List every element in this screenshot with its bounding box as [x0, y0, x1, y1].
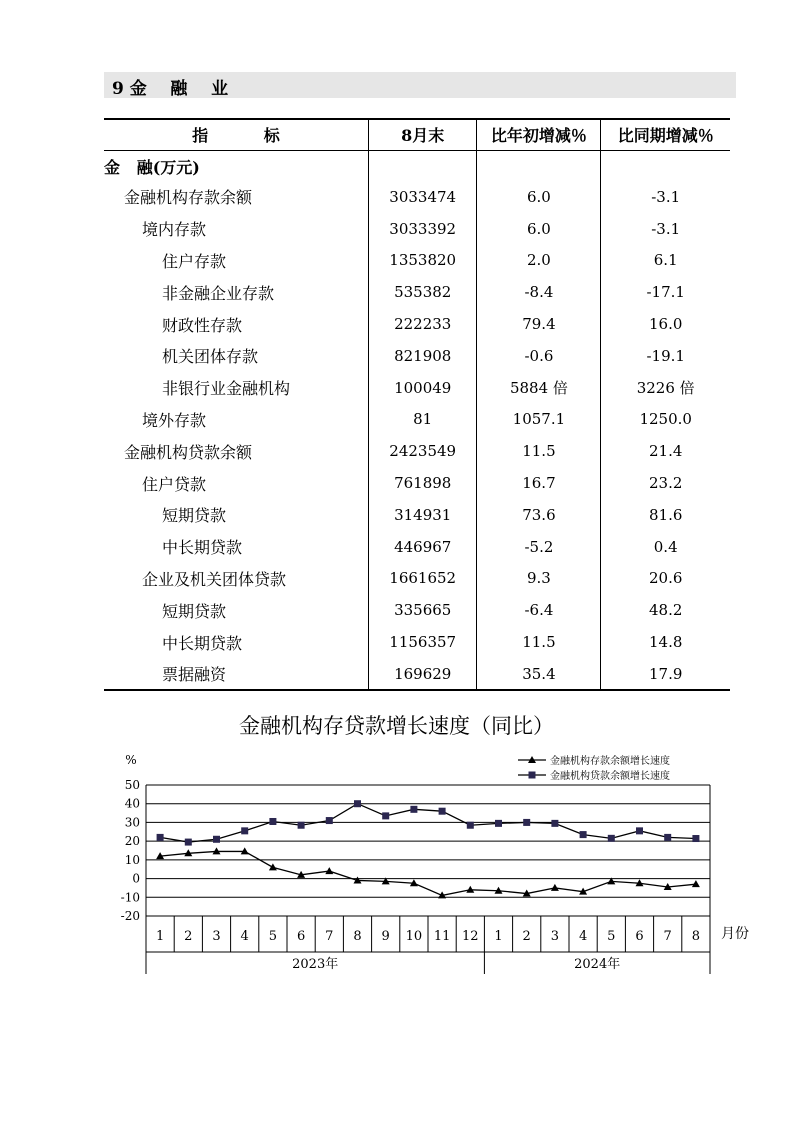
row-august-end-value: 100049: [368, 372, 477, 404]
row-vs-same-period-value: 17.9: [601, 658, 730, 690]
row-vs-year-start-value: 9.3: [477, 563, 601, 595]
y-tick-label: 10: [124, 852, 140, 867]
row-august-end-value: 1156357: [368, 626, 477, 658]
table-bottom-rule: [104, 689, 730, 691]
loan-point: [326, 817, 333, 824]
row-vs-same-period-value: 81.6: [601, 499, 730, 531]
year-label: 2024年: [574, 957, 621, 972]
table-row: [104, 308, 730, 340]
row-august-end-value: 314931: [368, 499, 477, 531]
header-indicator: 指 标: [104, 118, 368, 151]
row-august-end-value: 3033474: [368, 181, 477, 213]
row-label: 金融机构存款余额: [124, 188, 253, 208]
table-row: [104, 626, 730, 658]
loan-point: [241, 827, 248, 834]
y-tick-label: 30: [124, 815, 140, 830]
row-vs-same-period-value: 14.8: [601, 626, 730, 658]
x-tick-label: 9: [381, 929, 390, 944]
row-vs-year-start-value: -6.4: [477, 594, 601, 626]
loan-point: [467, 822, 474, 829]
header-vs-year-start: 比年初增减％: [477, 118, 601, 151]
loan-point: [580, 831, 587, 838]
row-label: 境外存款: [142, 410, 207, 430]
loan-point: [157, 834, 164, 841]
row-august-end-value: 446967: [368, 531, 477, 563]
table-row: [104, 435, 730, 467]
row-vs-same-period-value: -19.1: [601, 340, 730, 372]
row-vs-year-start-value: 5884 倍: [477, 372, 601, 404]
table-row: [104, 467, 730, 499]
loan-point: [269, 818, 276, 825]
row-vs-same-period-value: 21.4: [601, 435, 730, 467]
x-axis-label: 月份: [721, 926, 749, 942]
row-label: 企业及机关团体贷款: [142, 569, 287, 589]
x-tick-label: 10: [405, 929, 423, 944]
loan-point: [439, 808, 446, 815]
finance-table: [104, 118, 730, 690]
x-tick-label: 12: [462, 929, 479, 944]
row-vs-year-start-value: -0.6: [477, 340, 601, 372]
row-vs-year-start-value: 79.4: [477, 308, 601, 340]
row-vs-same-period-value: -3.1: [601, 213, 730, 245]
table-row: [104, 404, 730, 436]
row-label: 中长期贷款: [162, 538, 243, 558]
row-vs-year-start-value: [477, 151, 601, 182]
loan-point: [354, 800, 361, 807]
row-august-end-value: 1353820: [368, 245, 477, 277]
table-row: [104, 213, 730, 245]
deposit-point: [692, 880, 700, 887]
x-tick-label: 1: [494, 929, 503, 944]
x-tick-label: 8: [691, 929, 701, 944]
table-row: [104, 245, 730, 277]
row-august-end-value: 821908: [368, 340, 477, 372]
row-label: 境内存款: [142, 220, 207, 240]
table-header-row: [104, 118, 730, 151]
row-label: 票据融资: [162, 665, 227, 685]
row-vs-same-period-value: 48.2: [601, 594, 730, 626]
row-label: 短期贷款: [162, 601, 227, 621]
row-vs-year-start-value: 2.0: [477, 245, 601, 277]
row-label: 短期贷款: [162, 506, 227, 526]
row-august-end-value: 169629: [368, 658, 477, 690]
row-vs-year-start-value: 6.0: [477, 181, 601, 213]
series-line-0: [160, 851, 696, 895]
y-axis-unit-label: %: [125, 753, 137, 767]
table-row: [104, 658, 730, 690]
x-tick-label: 1: [155, 929, 165, 944]
loan-point: [185, 839, 192, 846]
x-tick-label: 8: [353, 929, 362, 944]
y-tick-label: -10: [120, 890, 140, 905]
row-august-end-value: 761898: [368, 467, 477, 499]
row-august-end-value: 81: [368, 404, 477, 436]
row-label: 住户贷款: [142, 474, 207, 494]
table-row: [104, 531, 730, 563]
row-vs-year-start-value: -8.4: [477, 276, 601, 308]
row-vs-year-start-value: 35.4: [477, 658, 601, 690]
row-label: 金 融(万元): [104, 157, 200, 177]
row-vs-same-period-value: 16.0: [601, 308, 730, 340]
row-label: 财政性存款: [162, 315, 243, 335]
row-august-end-value: 535382: [368, 276, 477, 308]
x-tick-label: 6: [635, 929, 644, 944]
row-august-end-value: [368, 151, 477, 182]
loan-point: [382, 812, 389, 819]
x-tick-label: 7: [663, 929, 672, 944]
row-vs-same-period-value: 20.6: [601, 563, 730, 595]
loan-point: [213, 836, 220, 843]
row-label: 金融机构贷款余额: [124, 442, 253, 462]
x-tick-label: 4: [578, 929, 588, 944]
y-tick-label: 50: [124, 778, 140, 792]
row-august-end-value: 222233: [368, 308, 477, 340]
row-vs-year-start-value: -5.2: [477, 531, 601, 563]
row-vs-same-period-value: 23.2: [601, 467, 730, 499]
row-august-end-value: 2423549: [368, 435, 477, 467]
x-tick-label: 2: [522, 929, 531, 944]
row-label: 机关团体存款: [162, 347, 259, 367]
growth-line-chart: [0, 740, 793, 1000]
x-tick-label: 11: [433, 929, 451, 944]
header-vs-same-period: 比同期增减％: [601, 118, 730, 151]
legend-square-icon: [529, 772, 536, 779]
legend-entry: 金融机构存款余额增长速度: [550, 756, 670, 767]
loan-point: [692, 835, 699, 842]
year-label: 2023年: [292, 957, 339, 972]
loan-point: [636, 827, 643, 834]
section-title: 9 金 融 业: [112, 79, 229, 99]
table-row: [104, 594, 730, 626]
table-row: [104, 151, 730, 182]
row-vs-year-start-value: 11.5: [477, 626, 601, 658]
x-tick-label: 5: [607, 929, 616, 944]
table-row: [104, 181, 730, 213]
deposit-point: [325, 867, 333, 874]
row-label: 非银行业金融机构: [162, 379, 291, 399]
y-tick-label: 0: [132, 871, 140, 886]
deposit-point: [551, 884, 559, 891]
x-tick-label: 2: [184, 929, 193, 944]
row-august-end-value: 1661652: [368, 563, 477, 595]
x-tick-label: 7: [325, 929, 334, 944]
row-vs-year-start-value: 73.6: [477, 499, 601, 531]
table-row: [104, 563, 730, 595]
chart-title: 金融机构存贷款增长速度（同比）: [239, 714, 554, 738]
header-august-end: 8月末: [368, 118, 477, 151]
loan-point: [664, 834, 671, 841]
row-vs-year-start-value: 11.5: [477, 435, 601, 467]
y-tick-label: -20: [120, 909, 140, 923]
row-august-end-value: 3033392: [368, 213, 477, 245]
row-vs-same-period-value: [601, 151, 730, 182]
x-tick-label: 5: [268, 929, 278, 944]
loan-point: [551, 820, 558, 827]
x-tick-label: 3: [212, 929, 221, 944]
y-tick-label: 40: [124, 796, 140, 811]
x-tick-label: 6: [296, 929, 306, 944]
row-vs-same-period-value: 1250.0: [601, 404, 730, 436]
loan-point: [495, 820, 502, 827]
table-row: [104, 340, 730, 372]
y-tick-label: 20: [124, 834, 140, 849]
row-label: 住户存款: [162, 251, 227, 271]
row-vs-same-period-value: -17.1: [601, 276, 730, 308]
row-label: 非金融企业存款: [162, 283, 275, 303]
row-vs-same-period-value: -3.1: [601, 181, 730, 213]
loan-point: [410, 806, 417, 813]
row-august-end-value: 335665: [368, 594, 477, 626]
row-vs-same-period-value: 0.4: [601, 531, 730, 563]
loan-point: [298, 822, 305, 829]
x-tick-label: 3: [550, 929, 560, 944]
row-vs-year-start-value: 1057.1: [477, 404, 601, 436]
deposit-point: [269, 863, 277, 870]
legend-entry: 金融机构贷款余额增长速度: [550, 771, 670, 782]
row-vs-year-start-value: 16.7: [477, 467, 601, 499]
x-tick-label: 4: [240, 929, 249, 944]
row-label: 中长期贷款: [162, 633, 243, 653]
row-vs-year-start-value: 6.0: [477, 213, 601, 245]
loan-point: [523, 819, 530, 826]
table-row: [104, 499, 730, 531]
table-row: [104, 372, 730, 404]
table-row: [104, 276, 730, 308]
loan-point: [608, 835, 615, 842]
row-vs-same-period-value: 6.1: [601, 245, 730, 277]
row-vs-same-period-value: 3226 倍: [601, 372, 730, 404]
